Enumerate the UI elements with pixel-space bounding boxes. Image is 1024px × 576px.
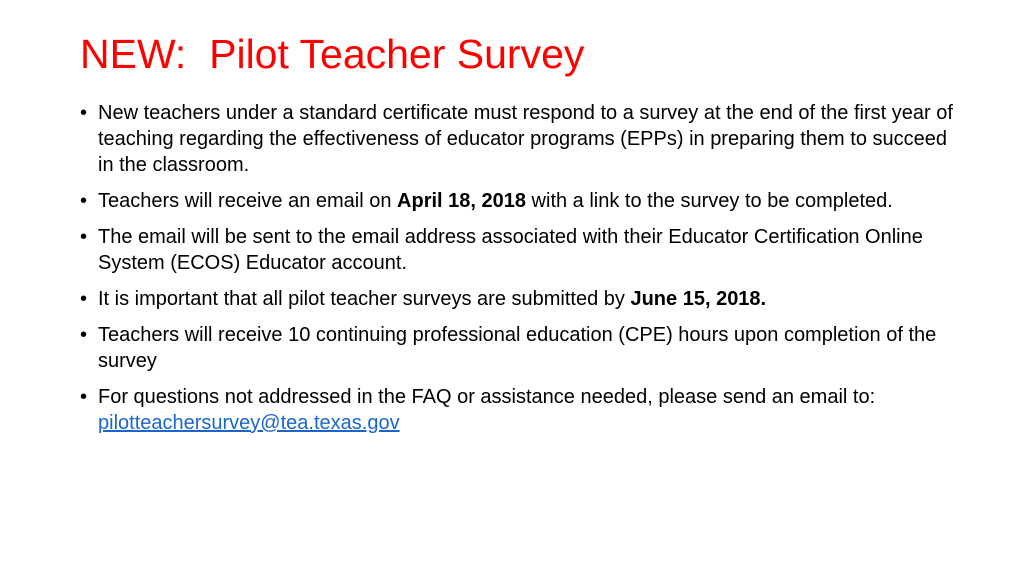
bullet-item: [80, 188, 960, 214]
bullet-item: [80, 100, 960, 178]
bullet-item: [80, 384, 960, 436]
bullet-text-before: It is important that all pilot teacher surveys are submitted by: [98, 288, 631, 310]
bullet-text-before: Teachers will receive an email on: [98, 190, 398, 212]
title-prefix: NEW:: [80, 31, 187, 77]
bullet-bold-date: April 18, 2018: [397, 190, 526, 212]
bullet-item: [80, 286, 960, 312]
survey-email-link[interactable]: pilotteachersurvey@tea.texas.gov: [98, 412, 400, 434]
bullet-list: [80, 100, 960, 446]
bullet-text: The email will be sent to the email address associated with their Educator Certification Online System (ECOS) Educator account.: [98, 226, 923, 274]
title-main: Pilot Teacher Survey: [209, 31, 585, 77]
bullet-text-after: with a link to the survey to be completed.: [526, 190, 893, 212]
bullet-text: New teachers under a standard certificate must respond to a survey at the end of the first year of teaching regarding the effectiveness of educator programs (EPPs) in preparing them to succeed in the classroom.: [98, 102, 953, 176]
bullet-item: [80, 224, 960, 276]
bullet-item: [80, 322, 960, 374]
bullet-bold-date: June 15, 2018.: [630, 288, 767, 310]
slide-title: [80, 28, 584, 80]
bullet-text-before: For questions not addressed in the FAQ or assistance needed, please send an email to:: [98, 386, 876, 408]
bullet-text: Teachers will receive 10 continuing professional education (CPE) hours upon completion of the survey: [98, 324, 937, 372]
